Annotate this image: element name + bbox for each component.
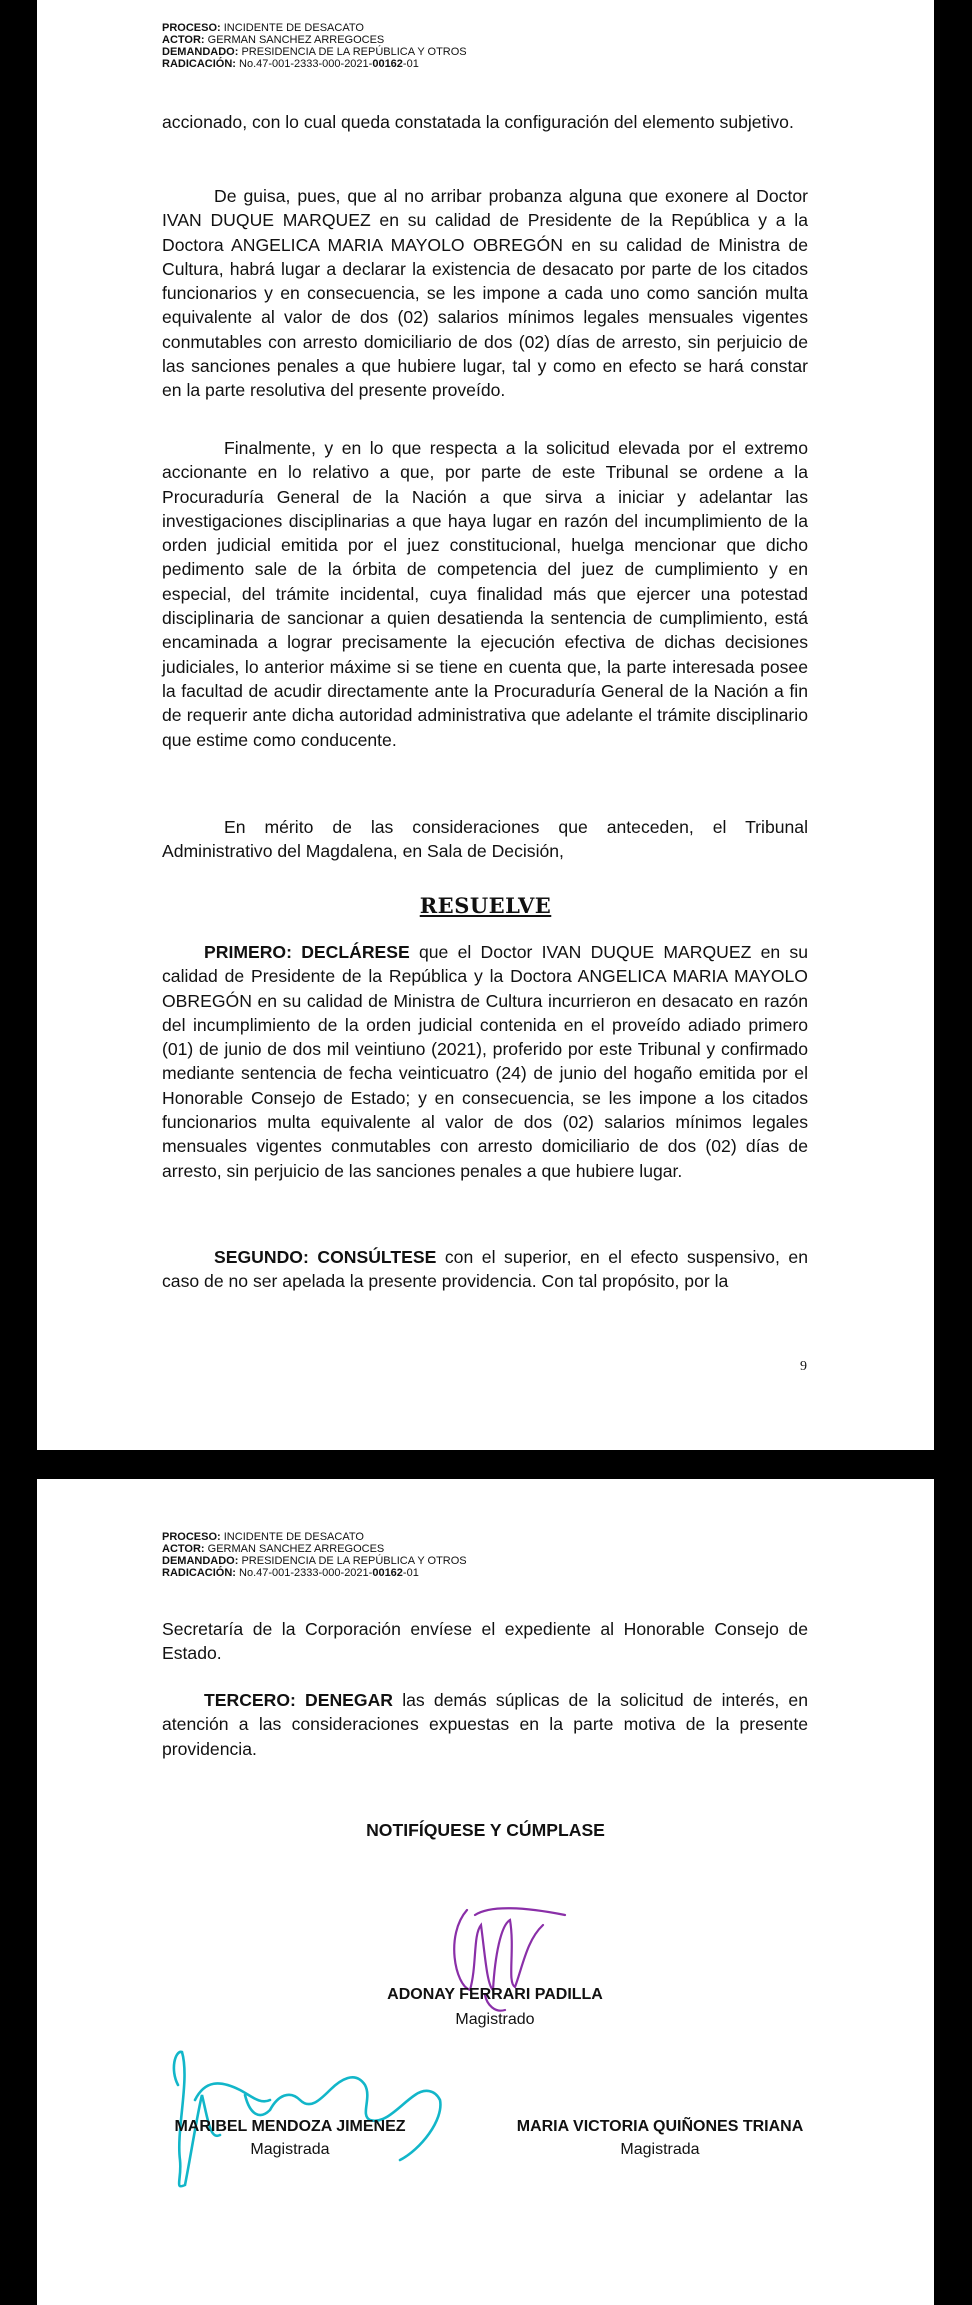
paragraph-secretaria: Secretaría de la Corporación envíese el expediente al Honorable Consejo de Estado. [162,1619,808,1664]
page-number: 9 [800,1359,807,1374]
signer-name-maribel: MARIBEL MENDOZA JIMENEZ [174,2118,406,2135]
case-header: PROCESO: INCIDENTE DE DESACATO ACTOR: GERMAN SANCHEZ ARREGOCES DEMANDADO: PRESIDENCIA DE LA REPÚBLICA Y OTROS RADICACIÓN: No.47-001-2333-000-2021-00162-01 [162,1531,467,1579]
resuelve-heading: RESUELVE [419,893,552,918]
paragraph-primero: PRIMERO: DECLÁRESE que el Doctor IVAN DUQUE MARQUEZ en su calidad de Presidente de la República y la Doctora ANGELICA MARIA MAYOLO OBREGÓN en su calidad de Ministra de Cultura incurrieron en desacato en razón del incumplimiento de la orden judicial contenida en el proveído adiado primero (01) de junio de dos mil veintiuno (2021), proferido por este Tribunal y confirmado mediante sentencia de fecha veinticuatro (24) de junio del hogaño emitida por el Honorable Consejo de Estado; y en consecuencia, se les impone a los citados funcionarios multa equivalente al valor de dos (02) salarios mínimos legales mensuales vigentes conmutables con arresto domiciliario de dos (02) días de arresto, sin perjuicio de las sanciones penales a que hubiere lugar. [162,942,808,1181]
notification-heading: NOTIFÍQUESE Y CÚMPLASE [366,1820,605,1840]
case-header: PROCESO: INCIDENTE DE DESACATO ACTOR: GERMAN SANCHEZ ARREGOCES DEMANDADO: PRESIDENCIA DE LA REPÚBLICA Y OTROS RADICACIÓN: No.47-001-2333-000-2021-00162-01 [162,22,467,70]
paragraph-desacato: De guisa, pues, que al no arribar probanza alguna que exonere al Doctor IVAN DUQUE MARQUEZ en su calidad de Presidente de la República y a la Doctora ANGELICA MARIA MAYOLO OBREGÓN en su calidad de Ministra de Cultura, habrá lugar a declarar la existencia de desacato por parte de los citados funcionarios y en consecuencia, se les impone a cada uno como sanción multa equivalente al valor de dos (02) salarios mínimos legales mensuales vigentes conmutables con arresto domiciliario de dos (02) días de arresto, sin perjuicio de las sanciones penales a que hubiere lugar, tal y como en efecto se hará constar en la parte resolutiva del presente proveído. [162,186,808,401]
paragraph-subjetivo: accionado, con lo cual queda constatada la configuración del elemento subjetivo. [162,112,794,132]
paragraph-procuraduria: Finalmente, y en lo que respecta a la solicitud elevada por el extremo accionante en lo relativo a que, por parte de este Tribunal se ordene a la Procuraduría General de la Nación a que sirva a iniciar y adelantar las investigaciones disciplinarias a que haya lugar en razón del incumplimiento de la orden judicial emitida por el juez constitucional, huelga mencionar que dicho pedimento sale de la órbita de competencia del juez de cumplimiento y en especial, del trámite incidental, cuya finalidad más que ejercer una potestad disciplinaria de sancionar a quien desatienda la sentencia de cumplimiento, está encaminada a lograr precisamente la ejecución efectiva de dichas decisiones judiciales, lo anterior máxime si se tiene en cuenta que, la parte interesada posee la facultad de acudir directamente ante la Procuraduría General de la Nación a fin de requerir ante dicha autoridad administrativa que adelante el trámite disciplinario que estime como conducente. [162,438,808,750]
signature-adonay-ferrari [415,1895,575,2025]
paragraph-segundo: SEGUNDO: CONSÚLTESE con el superior, en el efecto suspensivo, en caso de no ser apelada la presente providencia. Con tal propósito, por la [162,1247,808,1292]
paragraph-tercero: TERCERO: DENEGAR las demás súplicas de la solicitud de interés, en atención a las consideraciones expuestas en la parte motiva de la presente providencia. [162,1690,809,1759]
signer-role-adonay: Magistrado [455,2011,535,2028]
signer-role-maribel: Magistrada [250,2141,330,2158]
paragraph-merito: En mérito de las consideraciones que anteceden, el Tribunal Administrativo del Magdalena, en Sala de Decisión, [162,817,808,862]
signer-name-maria-victoria: MARIA VICTORIA QUIÑONES TRIANA [516,2118,804,2135]
signer-name-adonay: ADONAY FERRARI PADILLA [387,1986,603,2003]
signer-role-maria-victoria: Magistrada [620,2141,700,2158]
document-page-1 [37,0,934,1450]
